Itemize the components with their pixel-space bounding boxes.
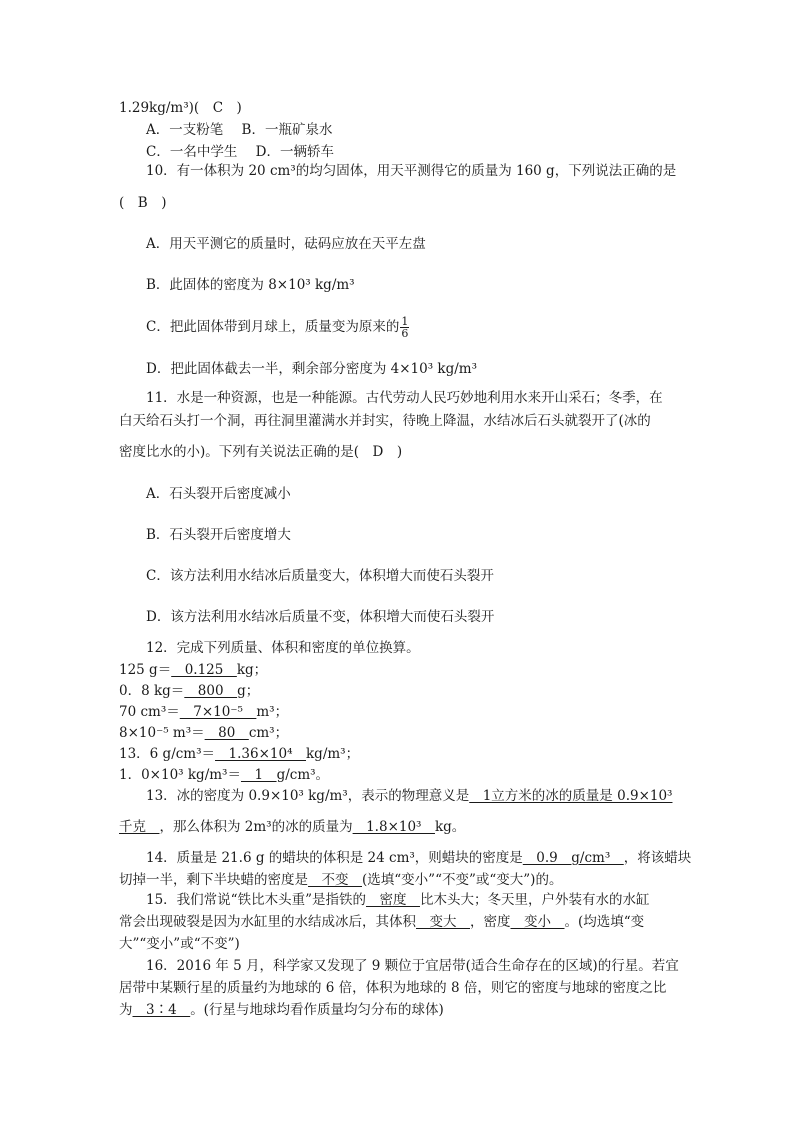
answer-blank: 变大 — [416, 914, 470, 930]
q11-option-d: D．该方法利用水结冰后质量不变，体积增大而使石头裂开 — [146, 609, 495, 625]
q15-line1: 15．我们常说“铁比木头重”是指铁的 密度 比木头大；冬天里，户外装有水的水缸 — [146, 892, 650, 908]
answer-blank: 1.8×10³ — [352, 819, 435, 835]
q13-line2: 千克 ，那么体积为 2m³的冰的质量为 1.8×10³ kg。 — [119, 819, 466, 835]
answer-blank: 千克 — [119, 819, 160, 835]
fraction: $\frac{1}{6}$ — [401, 315, 409, 340]
q9-options-ab — [146, 121, 332, 139]
q11-stem-line1: 11．水是一种资源，也是一种能源。古代劳动人民巧妙地利用水来开山采石；冬季，在 — [146, 390, 663, 406]
q10-option-b: B．此固体的密度为 8×10³ kg/m³ — [146, 277, 355, 293]
answer-blank: 800 — [184, 683, 238, 699]
q11-stem-line3: 密度比水的小)。下列有关说法正确的是( D ) — [119, 444, 403, 460]
q16-line3: 为 3∶4 。(行星与地球均看作质量均匀分布的球体) — [119, 1002, 444, 1018]
q11-option-a: A．石头裂开后密度减小 — [146, 486, 291, 502]
q15-line3: 大”“变小”或“不变”) — [119, 936, 240, 952]
answer-blank: 80 — [204, 725, 249, 741]
q10-answer: B — [137, 195, 148, 211]
q16-line1: 16．2016 年 5 月，科学家又发现了 9 颗位于宜居带(适合生命存在的区域)的行星。若宜 — [146, 958, 679, 974]
q12-row-4: 8×10⁻⁵ m³＝ 80 cm³； — [119, 725, 289, 741]
q10-option-a: A．用天平测它的质量时，砝码应放在天平左盘 — [146, 236, 426, 252]
q13-line1: 13．冰的密度为 0.9×10³ kg/m³，表示的物理意义是 1立方米的冰的质量是 0.9×10³ — [146, 788, 673, 804]
q10-option-c: C．把此固体带到月球上，质量变为原来的 $\frac{1}{6}$ — [146, 315, 409, 340]
q9-stem-tail: 1.29kg/m³)( C ) — [119, 100, 242, 116]
q10-option-d: D．把此固体截去一半，剩余部分密度为 4×10³ kg/m³ — [146, 361, 477, 377]
answer-blank: 0.125 — [171, 662, 237, 678]
answer-blank: 不变 — [308, 872, 362, 888]
q10-answer-paren: ( B ) — [119, 195, 167, 211]
q11-answer: D — [372, 444, 384, 460]
q9-option-a: A．一支粉笔 — [146, 122, 224, 138]
q9-option-c: C．一名中学生 — [146, 144, 238, 160]
q11-option-c: C．该方法利用水结冰后质量变大，体积增大而使石头裂开 — [146, 568, 494, 584]
answer-blank: 3∶4 — [132, 1002, 191, 1018]
q12-row-5: 13．6 g/cm³＝ 1.36×10⁴ kg/m³； — [119, 746, 360, 762]
q9-option-d: D．一辆轿车 — [255, 144, 334, 160]
q11-stem-line2: 白天给石头打一个洞，再往洞里灌满水并封实，待晚上降温，水结冰后石头就裂开了(冰的 — [119, 413, 651, 429]
answer-blank: 1立方米的冰的质量是 0.9×10³ — [469, 788, 673, 804]
q11-option-b: B．石头裂开后密度增大 — [146, 527, 291, 543]
answer-blank: 1 — [240, 767, 277, 783]
q12-row-3: 70 cm³＝ 7×10⁻⁵ m³； — [119, 704, 289, 720]
answer-blank: 密度 — [365, 892, 420, 908]
q16-line2: 居带中某颗行星的质量约为地球的 6 倍，体积为地球的 8 倍，则它的密度与地球的密度之比 — [119, 980, 667, 996]
q12-row-6: 1．0×10³ kg/m³＝ 1 g/cm³。 — [119, 767, 330, 783]
answer-blank: 0.9 g/cm³ — [522, 850, 624, 866]
q9-options-cd — [146, 143, 334, 161]
answer-blank: 7×10⁻⁵ — [179, 704, 257, 720]
q14-line1: 14．质量是 21.6 g 的蜡块的体积是 24 cm³，则蜡块的密度是 0.9 g/cm³ ，将该蜡块 — [146, 850, 692, 866]
q12-stem: 12．完成下列质量、体积和密度的单位换算。 — [146, 640, 420, 656]
q12-row-2: 0．8 kg＝ 800 g； — [119, 683, 260, 699]
q9-answer: C — [212, 100, 224, 116]
answer-blank: 1.36×10⁴ — [215, 746, 306, 762]
q14-line2: 切掉一半，剩下半块蜡的密度是 不变 (选填“变小”“不变”或“变大”)的。 — [119, 872, 563, 888]
q12-row-1: 125 g＝ 0.125 kg； — [119, 662, 268, 678]
q10-stem: 10．有一体积为 20 cm³的均匀固体，用天平测得它的质量为 160 g，下列说法正确的是 — [146, 163, 677, 179]
q9-option-b: B．一瓶矿泉水 — [241, 122, 333, 138]
answer-blank: 变小 — [510, 914, 565, 930]
q15-line2: 常会出现破裂是因为水缸里的水结成冰后，其体积 变大 ，密度 变小 。(均选填“变 — [119, 914, 645, 930]
